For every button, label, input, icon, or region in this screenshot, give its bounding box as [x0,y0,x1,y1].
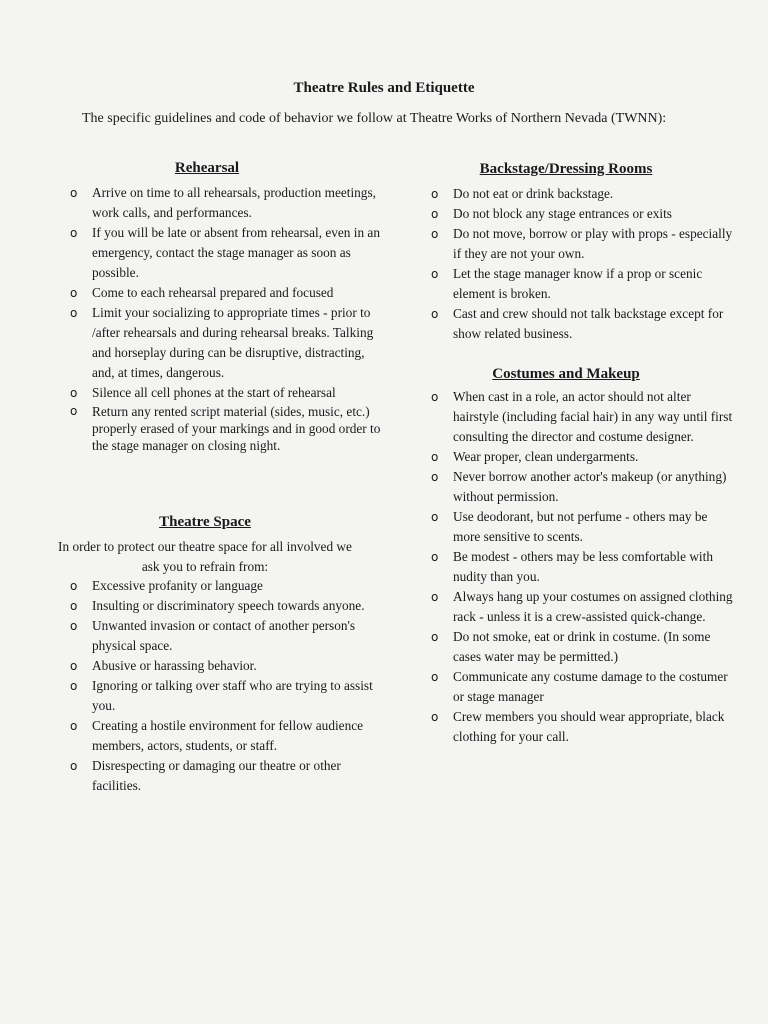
list-item-text: Communicate any costume damage to the costumer or stage manager [453,669,728,704]
bullet-icon: o [431,390,439,404]
list-item [70,403,382,454]
list-item [431,304,738,344]
bullet-icon: o [431,590,439,604]
list-item [431,667,738,707]
bullet-icon: o [431,550,439,564]
document-title: Theatre Rules and Etiquette [293,80,475,96]
list-item-text: If you will be late or absent from rehearsal, even in an emergency, contact the stage manager as soon as possible. [92,225,380,280]
theatre-space-list [70,576,382,796]
list-item-text: Ignoring or talking over staff who are trying to assist you. [92,678,373,713]
bullet-icon: o [431,450,439,464]
list-item-text: Be modest - others may be less comfortable with nudity than you. [453,549,713,584]
bullet-icon: o [431,630,439,644]
list-item [431,387,738,447]
backstage-heading: Backstage/Dressing Rooms [479,161,653,177]
bullet-icon: o [70,186,78,200]
bullet-icon: o [70,679,78,693]
list-item-text: Disrespecting or damaging our theatre or other facilities. [92,758,341,793]
list-item [70,283,382,303]
bullet-icon: o [431,470,439,484]
list-item-text: Unwanted invasion or contact of another person's physical space. [92,618,356,653]
costumes-heading: Costumes and Makeup [492,366,640,382]
list-item [70,183,382,223]
list-item-text: Come to each rehearsal prepared and focused [92,285,334,300]
list-item-text: Insulting or discriminatory speech towards anyone. [92,598,365,613]
list-item [70,716,382,756]
list-item-text: Never borrow another actor's makeup (or anything) without permission. [453,469,727,504]
list-item-text: When cast in a role, an actor should not alter hairstyle (including facial hair) in any way until first consulting the director and costume designer. [453,389,733,444]
bullet-icon: o [431,187,439,201]
list-item-text: Do not move, borrow or play with props - especially if they are not your own. [453,226,733,261]
list-item [431,224,738,264]
list-item-text: Return any rented script material (sides, music, etc.) properly erased of your markings and in good order to the stage manager on closing night. [92,404,381,453]
list-item [70,756,382,796]
bullet-icon: o [431,670,439,684]
costumes-list [431,387,738,747]
list-item-text: Do not smoke, eat or drink in costume. (In some cases water may be permitted.) [453,629,711,664]
list-item-text: Limit your socializing to appropriate times - prior to /after rehearsals and during rehearsal breaks. Talking and horseplay during can be disruptive, distracting, and, at times, dangerous. [92,305,374,380]
list-item-text: Let the stage manager know if a prop or scenic element is broken. [453,266,703,301]
list-item [431,204,738,224]
bullet-icon: o [70,226,78,240]
bullet-icon: o [70,386,78,400]
list-item [431,707,738,747]
bullet-icon: o [70,759,78,773]
list-item-text: Cast and crew should not talk backstage except for show related business. [453,306,724,341]
bullet-icon: o [70,599,78,613]
list-item-text: Wear proper, clean undergarments. [453,449,639,464]
list-item-text: Crew members you should wear appropriate, black clothing for your call. [453,709,725,744]
list-item [431,547,738,587]
bullet-icon: o [431,307,439,321]
list-item [70,223,382,283]
list-item [70,676,382,716]
list-item [431,627,738,667]
backstage-list [431,184,738,344]
list-item-text: Excessive profanity or language [92,578,263,593]
list-item [431,587,738,627]
list-item [431,507,738,547]
list-item-text: Creating a hostile environment for fellow audience members, actors, students, or staff. [92,718,364,753]
bullet-icon: o [70,719,78,733]
list-item [431,447,738,467]
list-item-text: Do not block any stage entrances or exits [453,206,672,221]
list-item-text: Do not eat or drink backstage. [453,186,614,201]
list-item [70,616,382,656]
list-item-text: Abusive or harassing behavior. [92,658,257,673]
list-item [70,596,382,616]
bullet-icon: o [70,579,78,593]
list-item-text: Use deodorant, but not perfume - others may be more sensitive to scents. [453,509,708,544]
bullet-icon: o [70,404,78,418]
list-item [431,184,738,204]
list-item-text: Silence all cell phones at the start of rehearsal [92,385,336,400]
list-item [70,576,382,596]
bullet-icon: o [70,619,78,633]
bullet-icon: o [431,267,439,281]
rehearsal-heading: Rehearsal [174,160,240,176]
list-item-text: Always hang up your costumes on assigned clothing rack - unless it is a crew-assisted quick-change. [453,589,733,624]
rehearsal-list [70,183,382,454]
document-subtitle: The specific guidelines and code of behavior we follow at Theatre Works of Northern Nevada (TWNN): [82,111,667,126]
list-item [70,383,382,403]
list-item [70,303,382,383]
list-item-text: Arrive on time to all rehearsals, production meetings, work calls, and performances. [92,185,376,220]
bullet-icon: o [431,207,439,221]
bullet-icon: o [431,227,439,241]
bullet-icon: o [70,286,78,300]
bullet-icon: o [431,510,439,524]
bullet-icon: o [70,659,78,673]
theatre-space-intro: In order to protect our theatre space for all involved we ask you to refrain from: [58,539,352,574]
bullet-icon: o [431,710,439,724]
theatre-space-heading: Theatre Space [159,514,251,530]
list-item [431,264,738,304]
list-item [431,467,738,507]
list-item [70,656,382,676]
bullet-icon: o [70,306,78,320]
